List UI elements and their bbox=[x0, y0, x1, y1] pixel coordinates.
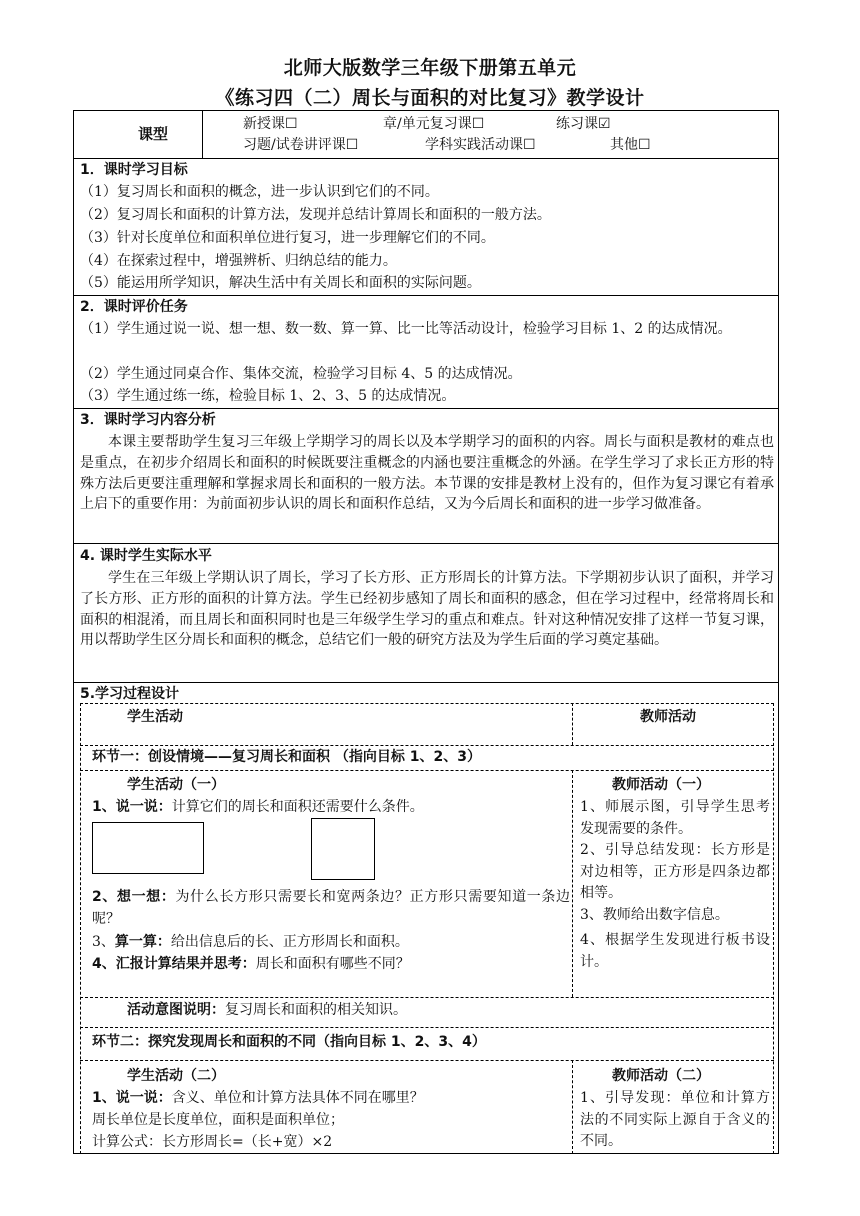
stage1-teacher-title: 教师活动（一） bbox=[612, 777, 710, 793]
goal-item: （5）能运用所学知识，解决生活中有关周长和面积的实际问题。 bbox=[80, 275, 481, 291]
col-divider bbox=[572, 703, 573, 745]
option-new-lesson: 新授课☐ bbox=[243, 116, 298, 132]
row-divider bbox=[80, 997, 774, 998]
stage2-step-say bbox=[92, 1088, 424, 1108]
goal-item: （2）复习周长和面积的计算方法，发现并总结计算周长和面积的一般方法。 bbox=[80, 207, 551, 223]
stage2-teacher-title: 教师活动（二） bbox=[612, 1068, 710, 1084]
row-divider bbox=[73, 158, 779, 159]
row-divider bbox=[80, 1027, 774, 1028]
evaluation-item: （2）学生通过同桌合作、集体交流，检验学习目标 4、5 的达成情况。 bbox=[80, 366, 522, 382]
document-title-line2: 《练习四（二）周长与面积的对比复习》教学设计 bbox=[215, 87, 645, 109]
intent-label: 活动意图说明： bbox=[127, 1002, 225, 1018]
document-title-line1: 北师大版数学三年级下册第五单元 bbox=[283, 57, 577, 79]
lesson-type-divider bbox=[202, 110, 203, 158]
teacher-item: 3、教师给出数字信息。 bbox=[580, 907, 729, 923]
section3-heading: 3．课时学习内容分析 bbox=[80, 412, 216, 428]
row-divider bbox=[80, 1060, 774, 1061]
goal-item: （3）针对长度单位和面积单位进行复习，进一步理解它们的不同。 bbox=[80, 230, 495, 246]
evaluation-item: （1）学生通过说一说、想一想、数一数、算一算、比一比等活动设计，检验学习目标 1、2 的达成情况。 bbox=[80, 321, 732, 337]
section1-heading: 1．课时学习目标 bbox=[80, 162, 188, 178]
rectangle-figure bbox=[92, 822, 204, 874]
row-divider bbox=[73, 682, 779, 683]
step-label: 4、汇报计算结果并思考： bbox=[92, 956, 256, 972]
teacher-item: 1、引导发现：单位和计算方法的不同实际上源自于含义的不同。 bbox=[580, 1090, 770, 1149]
goal-item: （1）复习周长和面积的概念，进一步认识到它们的不同。 bbox=[80, 184, 439, 200]
option-other: 其他☐ bbox=[610, 137, 651, 153]
stage1-student-title: 学生活动（一） bbox=[127, 777, 225, 793]
row-divider bbox=[73, 543, 779, 544]
col-student-header: 学生活动 bbox=[127, 709, 183, 725]
teacher-item: 4、根据学生发现进行板书设计。 bbox=[580, 932, 770, 970]
step-label: 2、想一想： bbox=[92, 889, 176, 905]
stage2-title: 环节二：探究发现周长和面积的不同（指向目标 1、2、3、4） bbox=[92, 1034, 486, 1050]
student-level-paragraph: 学生在三年级上学期认识了周长，学习了长方形、正方形周长的计算方法。下学期初步认识了面积，并学习了长方形、正方形的面积的计算方法。学生已经初步感知了周长和面积的感念，但在学习过程中，经常将周长和面积的相混淆，而且周长和面积同时也是三年级学生学习的重点和难点。针对这种情况安排了这样一节复习课，用以帮助学生区分周长和面积的概念，总结它们一般的研究方法及为学生后面的学习奠定基础。 bbox=[80, 570, 774, 649]
intent-text: 复习周长和面积的相关知识。 bbox=[225, 1002, 407, 1018]
stage1-title: 环节一：创设情境——复习周长和面积 （指向目标 1、2、3） bbox=[92, 749, 481, 765]
stage1-step-say bbox=[92, 797, 424, 817]
row-divider bbox=[73, 408, 779, 409]
stage1-step-report bbox=[92, 954, 410, 974]
step-label: 算一算： bbox=[114, 934, 171, 950]
section4-heading: 4. 课时学生实际水平 bbox=[80, 548, 212, 564]
evaluation-item: （3）学生通过练一练，检验目标 1、2、3、5 的达成情况。 bbox=[80, 388, 456, 404]
option-unit-review: 章/单元复习课☐ bbox=[383, 116, 485, 132]
stage1-step-think bbox=[92, 886, 570, 930]
row-divider bbox=[80, 745, 774, 746]
stage2-student-title: 学生活动（二） bbox=[127, 1068, 225, 1084]
step-text: 含义、单位和计算方法具体不同在哪里？ bbox=[171, 1090, 424, 1106]
step-number: 3、 bbox=[92, 934, 115, 950]
content-analysis-paragraph: 本课主要帮助学生复习三年级上学期学习的周长以及本学期学习的面积的内容。周长与面积是教材的难点也是重点，在初步介绍周长和面积的时候既要注重概念的内涵也要注重概念的外涵。在学生学习了求长正方形的特殊方法后更要注重理解和掌握求周长和面积的一般方法。本节课的安排是教材上没有的，但作为复习课它有着承上启下的重要作用：为前面初步认识的周长和面积作总结，又为今后周长和面积的进一步学习做准备。 bbox=[80, 434, 774, 513]
goal-item: （4）在探索过程中，增强辨析、归纳总结的能力。 bbox=[80, 253, 397, 269]
row-divider bbox=[73, 295, 779, 296]
teacher-item: 1、师展示图，引导学生思考发现需要的条件。 bbox=[580, 799, 770, 837]
option-practice: 练习课☑ bbox=[556, 116, 611, 132]
col-divider bbox=[572, 1060, 573, 1154]
step-text: 给出信息后的长、正方形周长和面积。 bbox=[170, 934, 409, 950]
stage1-intent bbox=[127, 1000, 407, 1020]
step-text: 为什么长方形只需要长和宽两条边？正方形只需要知道一条边呢？ bbox=[92, 889, 570, 927]
lesson-type-label: 课型 bbox=[138, 125, 169, 143]
section2-heading: 2．课时评价任务 bbox=[80, 299, 188, 315]
section5-heading: 5.学习过程设计 bbox=[80, 686, 180, 702]
option-practice-activity: 学科实践活动课☐ bbox=[425, 137, 536, 153]
square-figure bbox=[311, 818, 375, 880]
step-text: 周长和面积有哪些不同？ bbox=[255, 956, 410, 972]
stage1-step-calc bbox=[92, 932, 409, 952]
stage2-line: 周长单位是长度单位，面积是面积单位； bbox=[92, 1112, 344, 1128]
step-text: 计算它们的周长和面积还需要什么条件。 bbox=[171, 799, 424, 815]
row-divider bbox=[80, 770, 774, 771]
option-exercise-review: 习题/试卷讲评课☐ bbox=[243, 137, 359, 153]
stage2-line: 计算公式：长方形周长=（长+宽）×2 bbox=[92, 1134, 333, 1150]
step-label: 1、说一说： bbox=[92, 1090, 172, 1106]
teacher-item: 2、引导总结发现：长方形是对边相等，正方形是四条边都相等。 bbox=[580, 842, 770, 901]
step-label: 1、说一说： bbox=[92, 799, 172, 815]
col-teacher-header: 教师活动 bbox=[640, 709, 696, 725]
col-divider bbox=[572, 770, 573, 997]
